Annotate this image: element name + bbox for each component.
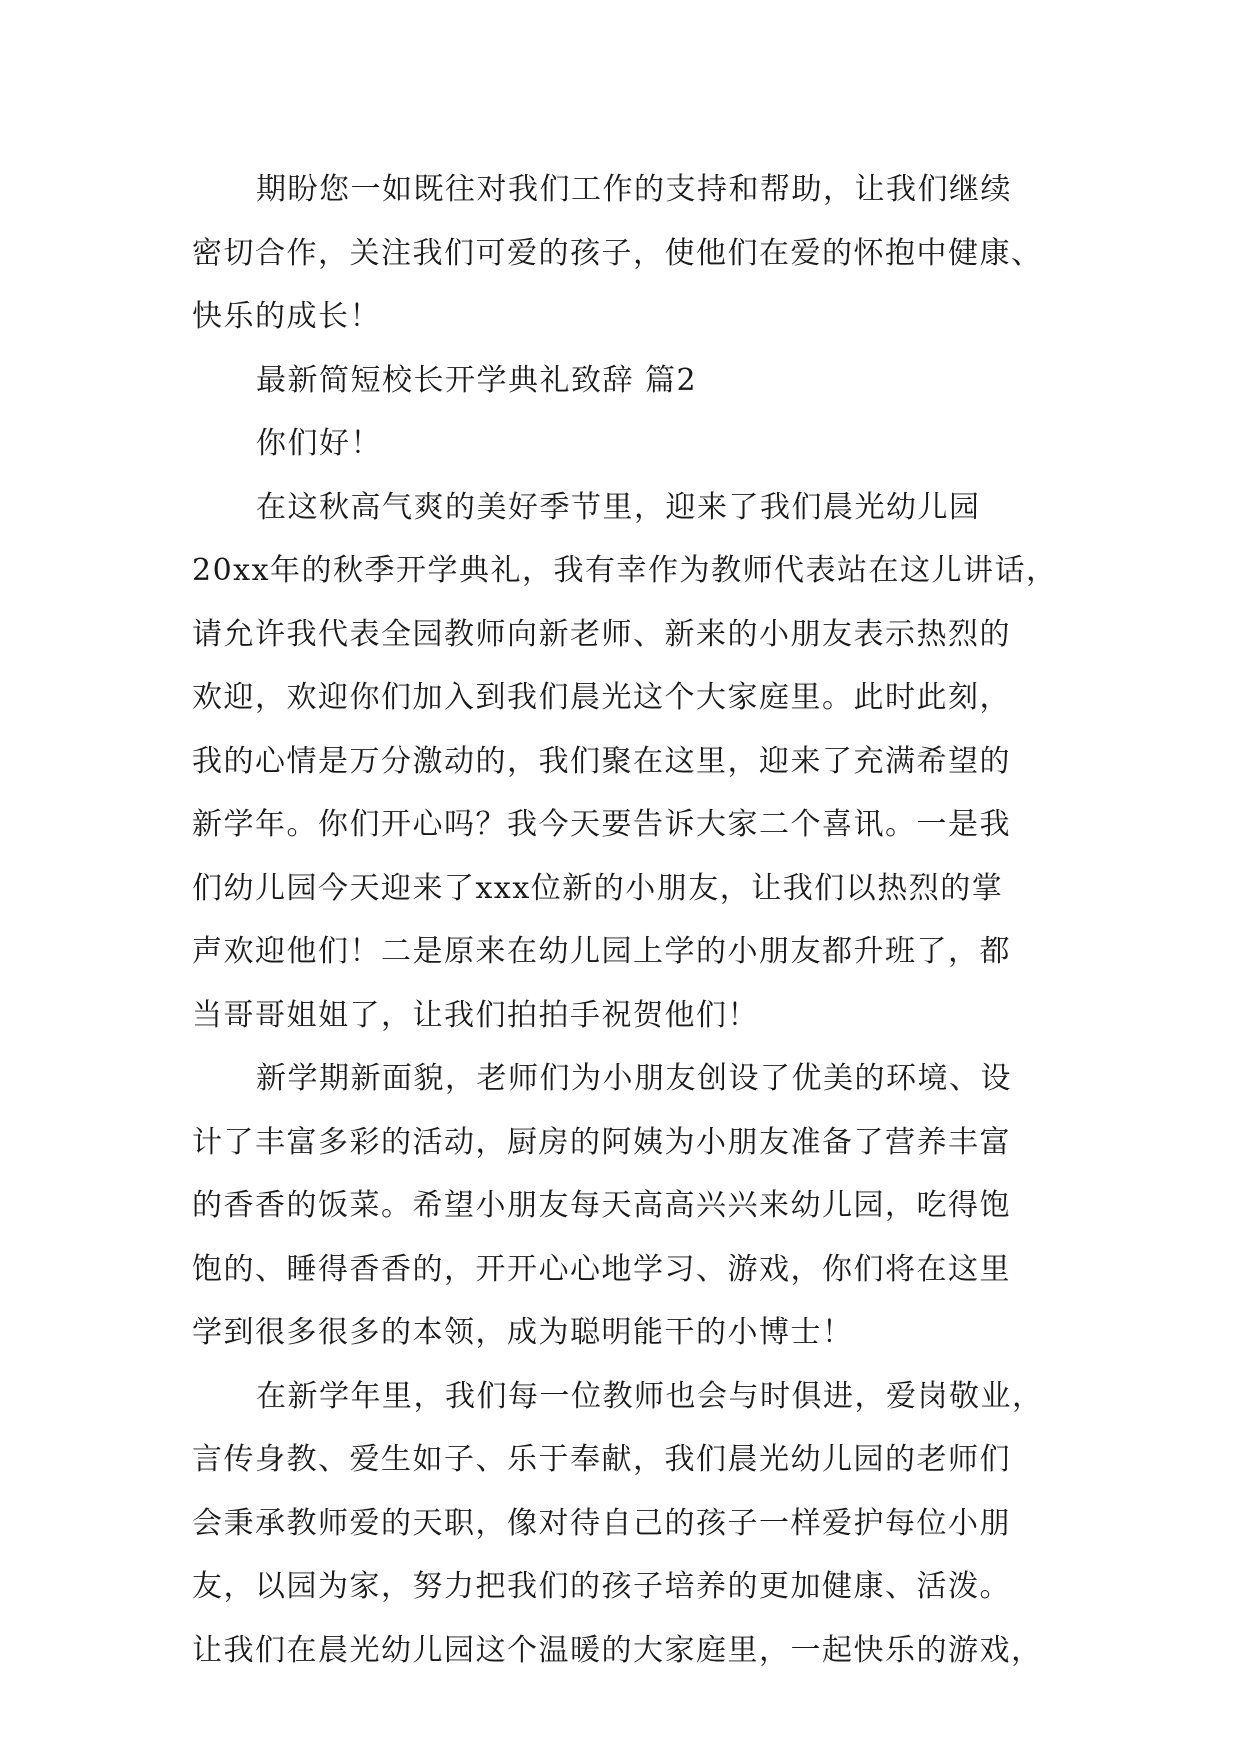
text-line: 学到很多很多的本领，成为聪明能干的小博士！ (192, 1315, 854, 1350)
text-line: 请允许我代表全园教师向新老师、新来的小朋友表示热烈的 (192, 616, 1011, 652)
text-line: 在新学年里，我们每一位教师也会与时俱进，爱岗敬业， (256, 1378, 1044, 1414)
text-line: 的香香的饭菜。希望小朋友每天高高兴兴来幼儿园，吃得饱 (192, 1188, 1011, 1223)
text-line: 期盼您一如既往对我们工作的支持和帮助，让我们继续 (256, 172, 1012, 207)
text-line: 当哥哥姐姐了，让我们拍拍手祝贺他们！ (192, 997, 759, 1033)
text-line: 会秉承教师爱的天职，像对待自己的孩子一样爱护每位小朋 (192, 1505, 1011, 1541)
text-line: 20xx年的秋季开学典礼，我有幸作为教师代表站在这儿讲话， (192, 553, 1058, 588)
text-line: 快乐的成长！ (192, 299, 381, 334)
text-line: 密切合作，关注我们可爱的孩子，使他们在爱的怀抱中健康、 (192, 235, 1043, 271)
text-line: 你们好！ (256, 426, 382, 461)
text-line: 让我们在晨光幼儿园这个温暖的大家庭里，一起快乐的游戏， (192, 1632, 1043, 1668)
text-line: 最新简短校长开学典礼致辞 篇2 (256, 362, 698, 398)
text-line: 欢迎，欢迎你们加入到我们晨光这个大家庭里。此时此刻， (192, 680, 1011, 715)
text-line: 在这秋高气爽的美好季节里，迎来了我们晨光幼儿园 (256, 489, 981, 525)
text-line: 我的心情是万分激动的，我们聚在这里，迎来了充满希望的 (192, 743, 1011, 779)
document-body (192, 158, 1072, 1682)
text-line: 新学年。你们开心吗？我今天要告诉大家二个喜讯。一是我 (192, 807, 1011, 842)
text-line: 友，以园为家，努力把我们的孩子培养的更加健康、活泼。 (192, 1569, 1011, 1604)
text-line: 言传身教、爱生如子、乐于奉献，我们晨光幼儿园的老师们 (192, 1442, 1011, 1477)
text-line: 计了丰富多彩的活动，厨房的阿姨为小朋友准备了营养丰富 (192, 1124, 1011, 1160)
text-line: 声欢迎他们！二是原来在幼儿园上学的小朋友都升班了，都 (192, 934, 1011, 969)
text-line: 饱的、睡得香香的，开开心心地学习、游戏，你们将在这里 (192, 1251, 1011, 1287)
text-line: 新学期新面貌，老师们为小朋友创设了优美的环境、设 (256, 1061, 1012, 1096)
text-line: 们幼儿园今天迎来了xxx位新的小朋友，让我们以热烈的掌 (192, 870, 1004, 906)
